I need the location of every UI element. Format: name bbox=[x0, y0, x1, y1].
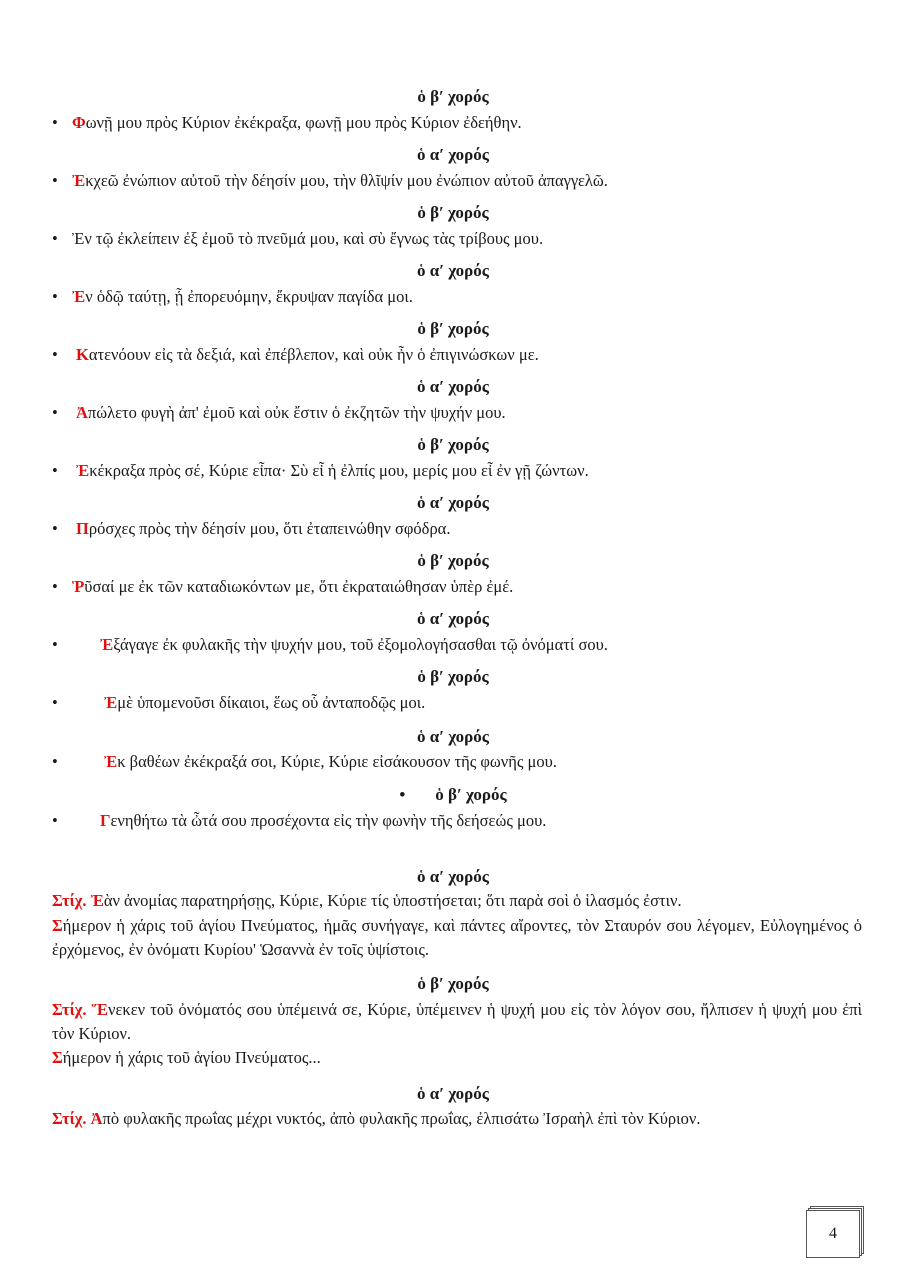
page-number: 4 bbox=[829, 1225, 837, 1242]
verse-text: ρόσχες πρὸς τὴν δέησίν μου, ὅτι ἐταπεινώθην σφόδρα. bbox=[88, 519, 451, 538]
verse-line bbox=[52, 751, 557, 773]
sticheron-header: ὁ α′ χορός bbox=[417, 867, 489, 886]
red-initial: Ἀ bbox=[76, 403, 88, 422]
choir-header: ὁ β′ χορός bbox=[417, 551, 489, 570]
red-initial: Ἐ bbox=[100, 635, 114, 654]
verse-line bbox=[52, 634, 608, 656]
red-initial: Ἐ bbox=[104, 752, 118, 771]
verse-text: μὲ ὑπομενοῦσι δίκαιοι, ἕως οὗ ἀνταποδῷς μοι. bbox=[117, 693, 426, 712]
red-initial: Ἐ bbox=[72, 171, 86, 190]
bullet-icon: • bbox=[52, 461, 58, 480]
choir-header: ὁ β′ χορός bbox=[417, 203, 489, 222]
choir-header: ὁ β′ χορός bbox=[417, 319, 489, 338]
verse-text: κέκραξα πρὸς σέ, Κύριε εἶπα· Σὺ εἶ ἡ ἐλπίς μου, μερίς μου εἶ ἐν γῇ ζώντων. bbox=[89, 461, 589, 480]
bullet-icon: • bbox=[52, 113, 58, 132]
red-initial: Π bbox=[76, 519, 89, 538]
bullet-icon: • bbox=[52, 635, 58, 654]
verse-line bbox=[52, 170, 608, 192]
bullet-icon: • bbox=[52, 345, 58, 364]
sticheron-hymn bbox=[52, 914, 862, 962]
verse-line bbox=[52, 460, 589, 482]
sticheron-header: ὁ β′ χορός bbox=[417, 974, 489, 993]
bullet-icon: • bbox=[52, 577, 58, 596]
verse-line bbox=[52, 228, 543, 250]
verse-line bbox=[52, 286, 413, 308]
sticheron-verse bbox=[52, 998, 862, 1046]
verse-line bbox=[52, 112, 522, 134]
choir-header: ὁ α′ χορός bbox=[417, 377, 489, 396]
red-initial: Ἐ bbox=[104, 693, 118, 712]
verse-text: κχεῶ ἐνώπιον αὐτοῦ τὴν δέησίν μου, τὴν θλῖψίν μου ἐνώπιον αὐτοῦ ἀπαγγελῶ. bbox=[85, 171, 608, 190]
choir-header: ὁ α′ χορός bbox=[417, 145, 489, 164]
red-initial: Γ bbox=[100, 811, 111, 830]
verse-text: ξάγαγε ἐκ φυλακῆς τὴν ψυχήν μου, τοῦ ἐξομολογήσασθαι τῷ ὀνόματί σου. bbox=[113, 635, 608, 654]
page-number-box bbox=[806, 1206, 866, 1256]
bullet-icon: • bbox=[52, 519, 58, 538]
sticheron-verse bbox=[52, 889, 862, 913]
red-initial: Ἐ bbox=[72, 287, 86, 306]
choir-header: • ὁ β′ χορός bbox=[399, 785, 507, 804]
choir-header: ὁ β′ χορός bbox=[417, 435, 489, 454]
verse-text: ῦσαί με ἐκ τῶν καταδιωκόντων με, ὅτι ἐκραταιώθησαν ὑπὲρ ἐμέ. bbox=[84, 577, 514, 596]
stix-text: πὸ φυλακῆς πρωΐας μέχρι νυκτός, ἀπὸ φυλακῆς πρωΐας, ἐλπισάτω Ἰσραὴλ ἐπὶ τὸν Κύριον. bbox=[102, 1109, 701, 1128]
bullet-icon: • bbox=[52, 693, 58, 712]
verse-line bbox=[52, 810, 546, 832]
verse-text: ωνῇ μου πρὸς Κύριον ἐκέκραξα, φωνῇ μου πρὸς Κύριον ἐδεήθην. bbox=[85, 113, 522, 132]
red-initial: Ἐ bbox=[90, 891, 104, 910]
verse-text: ενηθήτω τὰ ὦτά σου προσέχοντα εἰς τὴν φωνὴν τῆς δεήσεώς μου. bbox=[110, 811, 547, 830]
red-initial: Σ bbox=[52, 916, 63, 935]
bullet-icon: • bbox=[52, 229, 58, 248]
red-initial: Ῥ bbox=[72, 577, 85, 596]
hymn-text: ήμερον ἡ χάρις τοῦ ἁγίου Πνεύματος, ἡμᾶς συνήγαγε, καὶ πάντες αἴροντες, τὸν Σταυρόν σου λέγομεν, Εὐλογημένος ὁ ἐρχόμενος, ἐν ὀνόματι Κυρίου' Ὡσαννὰ ἐν τοῖς ὑψίστοις. bbox=[52, 916, 862, 959]
bullet-icon: • bbox=[52, 403, 58, 422]
stix-label: Στίχ. bbox=[52, 1109, 87, 1128]
choir-header: ὁ α′ χορός bbox=[417, 261, 489, 280]
choir-header: ὁ α′ χορός bbox=[417, 609, 489, 628]
verse-line bbox=[52, 344, 539, 366]
red-initial: Κ bbox=[76, 345, 89, 364]
verse-text: ατενόουν εἰς τὰ δεξιά, καὶ ἐπέβλεπον, καὶ οὐκ ἦν ὁ ἐπιγινώσκων με. bbox=[88, 345, 539, 364]
verse-text: πώλετο φυγὴ ἀπ' ἐμοῦ καὶ οὐκ ἔστιν ὁ ἐκζητῶν τὴν ψυχήν μου. bbox=[87, 403, 506, 422]
sticheron-hymn bbox=[52, 1046, 862, 1070]
red-initial: Σ bbox=[52, 1048, 63, 1067]
verse-line bbox=[52, 692, 425, 714]
choir-header: ὁ α′ χορός bbox=[417, 493, 489, 512]
choir-header: ὁ β′ χορός bbox=[417, 667, 489, 686]
red-initial: Φ bbox=[72, 113, 86, 132]
verse-text: Ἐν τῷ ἐκλείπειν ἐξ ἐμοῦ τὸ πνεῦμά μου, καὶ σὺ ἔγνως τὰς τρίβους μου. bbox=[72, 229, 544, 248]
bullet-icon: • bbox=[52, 752, 58, 771]
bullet-icon: • bbox=[399, 785, 406, 804]
choir-header: ὁ α′ χορός bbox=[417, 727, 489, 746]
stix-text: νεκεν τοῦ ὀνόματός σου ὑπέμεινά σε, Κύριε, ὑπέμεινεν ἡ ψυχή μου εἰς τὸν λόγον σου, ἤλπισεν ἡ ψυχή μου ἐπὶ τὸν Κύριον. bbox=[52, 1000, 863, 1043]
verse-line bbox=[52, 576, 513, 598]
bullet-icon: • bbox=[52, 287, 58, 306]
red-initial: Ἕ bbox=[91, 1000, 108, 1019]
stix-label: Στίχ. bbox=[52, 1000, 87, 1019]
verse-line bbox=[52, 518, 450, 540]
bullet-icon: • bbox=[52, 171, 58, 190]
verse-line bbox=[52, 402, 506, 424]
verse-text: ν ὁδῷ ταύτῃ, ᾗ ἐπορευόμην, ἔκρυψαν παγίδα μοι. bbox=[85, 287, 413, 306]
stix-text: ὰν ἀνομίας παρατηρήσῃς, Κύριε, Κύριε τίς ὑποστήσεται; ὅτι παρὰ σοὶ ὁ ἱλασμός ἐστιν. bbox=[103, 891, 682, 910]
choir-header: ὁ β′ χορός bbox=[417, 87, 489, 106]
red-initial: Ἀ bbox=[90, 1109, 103, 1128]
sticheron-verse bbox=[52, 1107, 862, 1131]
verse-text: κ βαθέων ἐκέκραξά σοι, Κύριε, Κύριε εἰσάκουσον τῆς φωνῆς μου. bbox=[117, 752, 557, 771]
bullet-icon: • bbox=[52, 811, 58, 830]
hymn-text: ήμερον ἡ χάρις τοῦ ἁγίου Πνεύματος... bbox=[62, 1048, 321, 1067]
red-initial: Ἐ bbox=[76, 461, 90, 480]
sticheron-header: ὁ α′ χορός bbox=[417, 1084, 489, 1103]
stix-label: Στίχ. bbox=[52, 891, 87, 910]
